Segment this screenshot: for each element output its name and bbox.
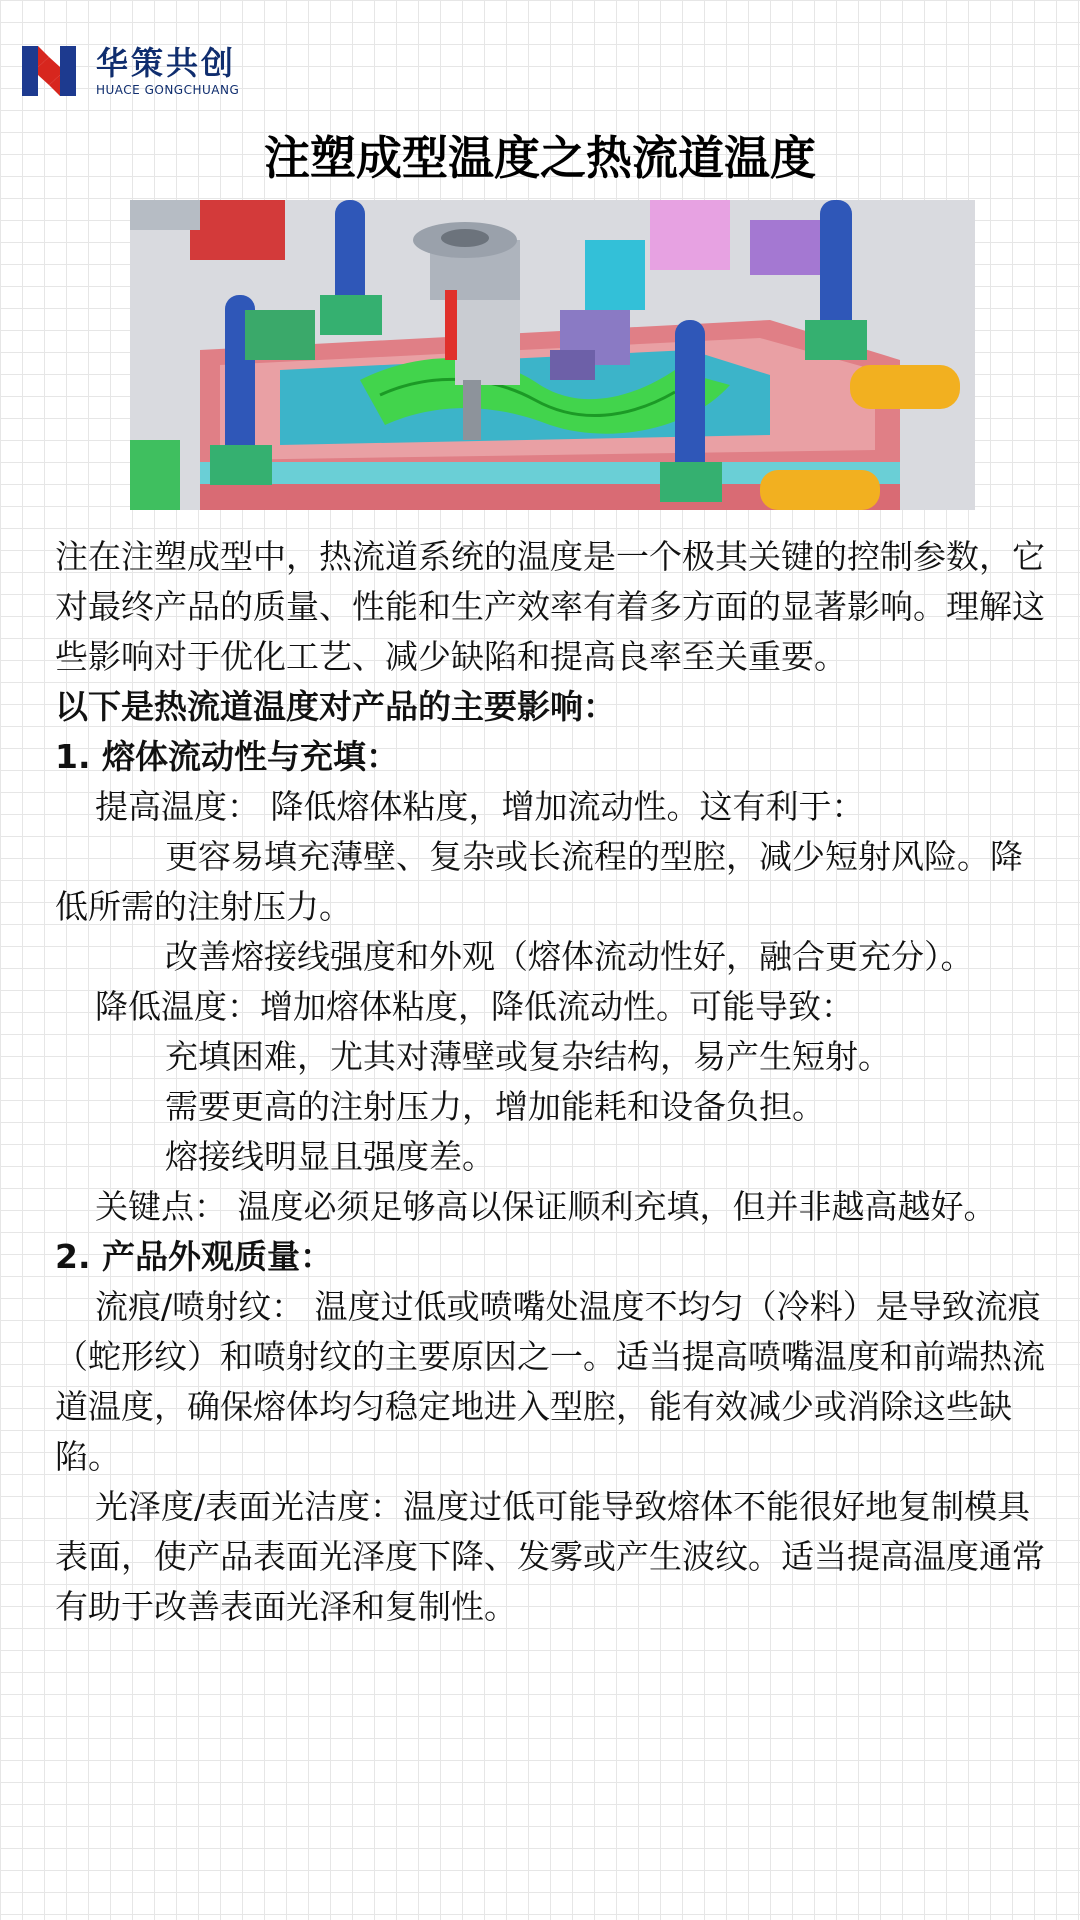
section-1-raise: 提高温度： 降低熔体粘度，增加流动性。这有利于：: [95, 787, 865, 826]
page-title: 注塑成型温度之热流道温度: [264, 131, 816, 185]
hot-runner-mold-image: [130, 200, 975, 510]
section-1-lower: 降低温度：增加熔体粘度，降低流动性。可能导致：: [95, 987, 854, 1026]
section-1-key-point: 关键点： 温度必须足够高以保证顺利充填，但并非越高越好。: [95, 1187, 997, 1226]
brand-name-en: HUACE GONGCHUANG: [96, 83, 240, 97]
brand-name-cn: 华策共创: [96, 44, 237, 82]
section-2-heading: 2. 产品外观质量：: [55, 1237, 333, 1276]
intro-paragraph: 注在注塑成型中，热流道系统的温度是一个极其关键的控制参数，它对最终产品的质量、性能和生产效率有着多方面的显著影响。理解这些影响对于优化工艺、减少缺陷和提高良率至关重要。: [55, 537, 1045, 676]
section-1-lower-point: 熔接线明显且强度差。: [165, 1137, 495, 1176]
section-2-gloss: 光泽度/表面光洁度：温度过低可能导致熔体不能很好地复制模具表面，使产品表面光泽度下降、发雾或产生波纹。适当提高温度通常有助于改善表面光泽和复制性。: [55, 1487, 1045, 1626]
lead-in: 以下是热流道温度对产品的主要影响：: [55, 687, 616, 726]
brand-logo: [18, 38, 239, 104]
section-1-lower-point: 充填困难，尤其对薄壁或复杂结构，易产生短射。: [165, 1037, 891, 1076]
hot-runner-mold-3d-illustration: [130, 200, 975, 510]
section-2-flow-marks: 流痕/喷射纹： 温度过低或喷嘴处温度不均匀（冷料）是导致流痕（蛇形纹）和喷射纹的主要原因之一。适当提高喷嘴温度和前端热流道温度，确保熔体均匀稳定地进入型腔，能有效减少或消除这些缺陷。: [55, 1287, 1045, 1476]
section-1-raise-point: 改善熔接线强度和外观（熔体流动性好，融合更充分）。: [165, 937, 974, 976]
section-1-lower-point: 需要更高的注射压力，增加能耗和设备负担。: [165, 1087, 825, 1126]
section-1-raise-point: 更容易填充薄壁、复杂或长流程的型腔，减少短射风险。降低所需的注射压力。: [55, 837, 1023, 926]
section-1-heading: 1. 熔体流动性与充填：: [55, 737, 399, 776]
article-body: [55, 532, 1050, 1632]
hc-logo-icon: [18, 40, 80, 102]
